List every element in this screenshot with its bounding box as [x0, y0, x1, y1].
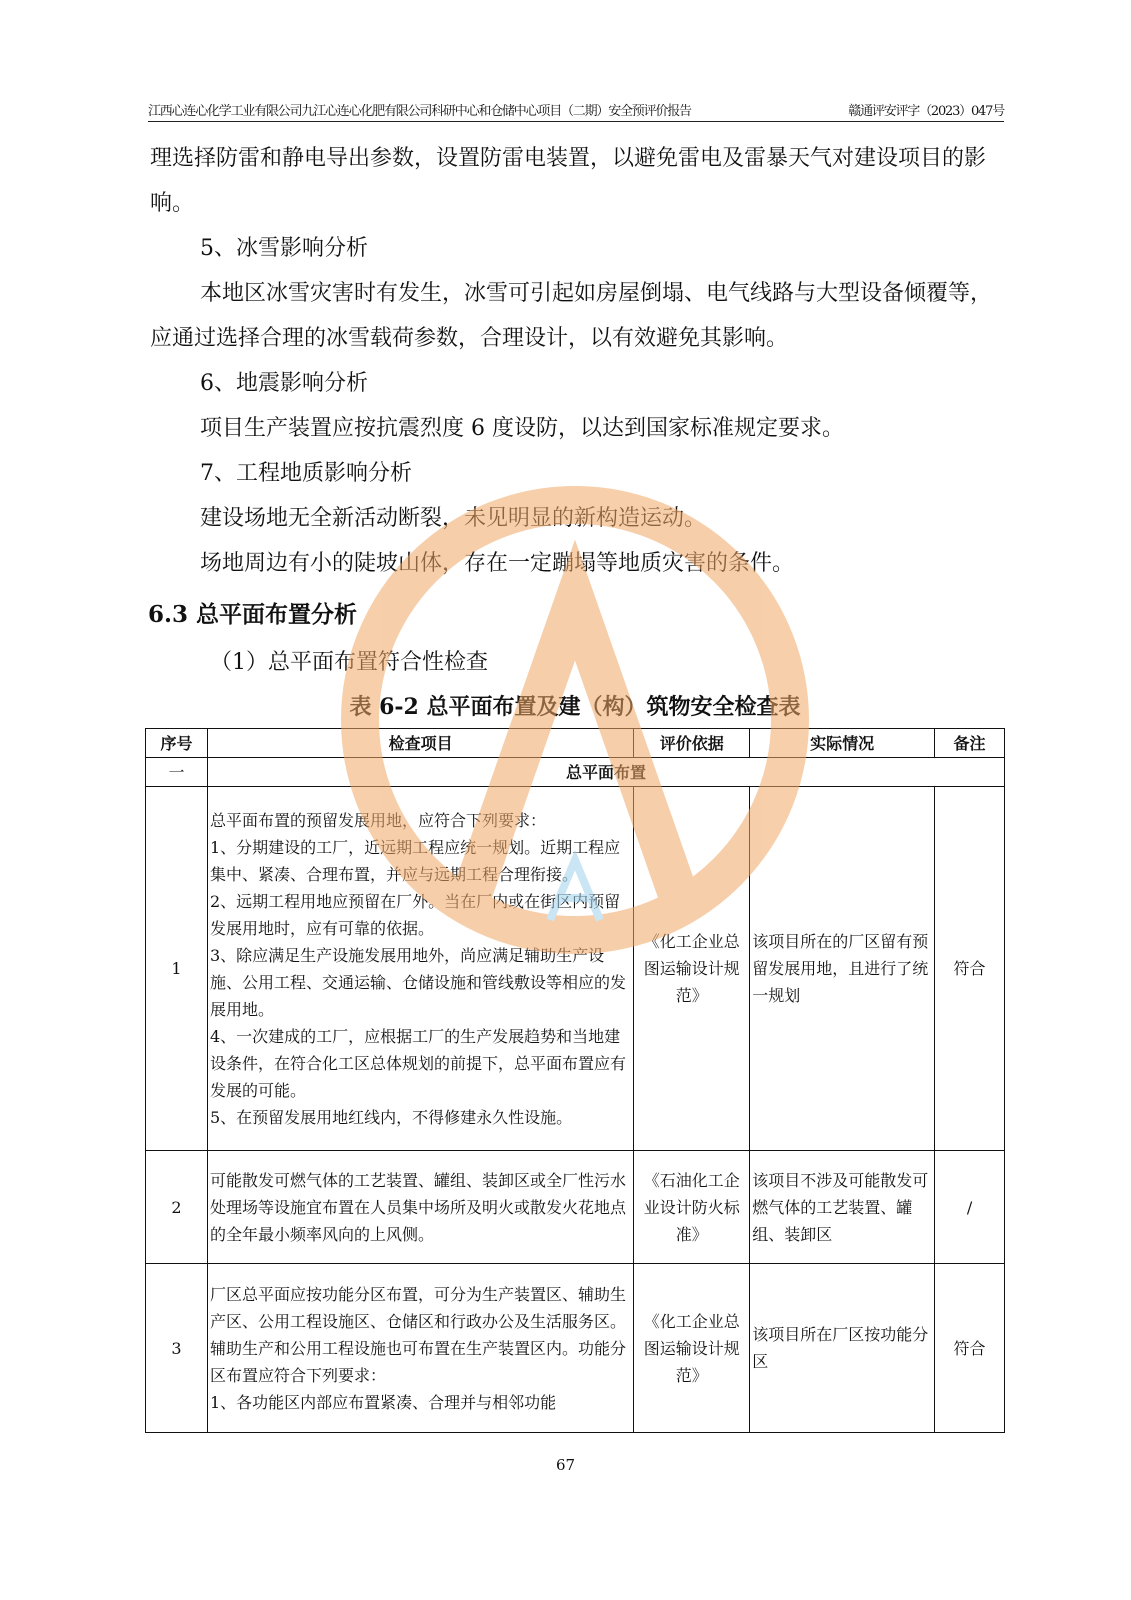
row-item: [207, 787, 633, 1151]
col-header-item: 检查项目: [207, 729, 633, 758]
col-header-basis: 评价依据: [634, 729, 750, 758]
item-line: 3、除应满足生产设施发展用地外，尚应满足辅助生产设施、公用工程、交通运输、仓储设施和管线敷设等相应的发展用地。: [209, 945, 626, 1019]
table-section-row: [146, 758, 1005, 787]
safety-check-table: [145, 728, 1005, 1433]
item-line: 4、一次建成的工厂，应根据工厂的生产发展趋势和当地建设条件，在符合化工区总体规划的前提下，总平面布置应有发展的可能。: [209, 1026, 626, 1100]
row-item: [207, 1151, 633, 1264]
item-line: 1、分期建设的工厂，近远期工程应统一规划。近期工程应集中、紧凑、合理布置，并应与远期工程合理衔接。: [209, 837, 621, 884]
row-basis: 《化工企业总图运输设计规范》: [634, 787, 750, 1151]
row-remark: 符合: [935, 787, 1005, 1151]
body-text: [150, 136, 1010, 586]
item-line: 厂区总平面应按功能分区布置，可分为生产装置区、辅助生产区、公用工程设施区、仓储区和行政办公及生活服务区。辅助生产和公用工程设施也可布置在生产装置区内。功能分区布置应符合下列要求：: [209, 1284, 626, 1385]
table-header-row: [146, 729, 1005, 758]
table-row: [146, 787, 1005, 1151]
subsection-title: 5、冰雪影响分析: [200, 236, 368, 261]
paragraph: 本地区冰雪灾害时有发生，冰雪可引起如房屋倒塌、电气线路与大型设备倾覆等，应通过选择合理的冰雪载荷参数，合理设计，以有效避免其影响。: [150, 281, 993, 351]
running-header: [148, 100, 1004, 122]
subsection-title: 6、地震影响分析: [200, 371, 368, 396]
row-basis: 《化工企业总图运输设计规范》: [634, 1264, 750, 1433]
item-line: 总平面布置的预留发展用地，应符合下列要求：: [209, 810, 546, 830]
row-remark: /: [935, 1151, 1005, 1264]
col-header-actual: 实际情况: [750, 729, 935, 758]
header-doc-number: 赣通评安评字（2023）047号: [848, 104, 1004, 119]
section-title: 总平面布置: [207, 758, 1004, 787]
row-actual: 该项目所在的厂区留有预留发展用地，且进行了统一规划: [750, 787, 935, 1151]
item-line: 1、各功能区内部应布置紧凑、合理并与相邻功能: [209, 1392, 557, 1412]
col-header-remark: 备注: [935, 729, 1005, 758]
subheading: （1）总平面布置符合性检查: [210, 650, 488, 675]
row-no: 1: [146, 787, 208, 1151]
row-no: 2: [146, 1151, 208, 1264]
row-basis: 《石油化工企业设计防火标准》: [634, 1151, 750, 1264]
row-actual: 该项目所在厂区按功能分区: [750, 1264, 935, 1433]
row-item: [207, 1264, 633, 1433]
section-heading: 6.3 总平面布置分析: [148, 601, 358, 628]
paragraph: 场地周边有小的陡坡山体，存在一定蹦塌等地质灾害的条件。: [200, 551, 795, 576]
page-number: 67: [555, 1456, 576, 1474]
item-line: 2、远期工程用地应预留在厂外。当在厂内或在街区内预留发展用地时，应有可靠的依据。: [209, 891, 621, 938]
header-title: 江西心连心化学工业有限公司九江心连心化肥有限公司科研中心和仓储中心项目（二期）安全预评价报告: [148, 104, 691, 119]
paragraph: 项目生产装置应按抗震烈度 6 度设防，以达到国家标准规定要求。: [200, 416, 844, 441]
subsection-title: 7、工程地质影响分析: [200, 461, 412, 486]
section-no: 一: [146, 758, 208, 787]
row-no: 3: [146, 1264, 208, 1433]
row-actual: 该项目不涉及可能散发可燃气体的工艺装置、罐组、装卸区: [750, 1151, 935, 1264]
table-row: [146, 1264, 1005, 1433]
item-line: 可能散发可燃气体的工艺装置、罐组、装卸区或全厂性污水处理场等设施宜布置在人员集中场所及明火或散发火花地点的全年最小频率风向的上风侧。: [209, 1170, 626, 1244]
col-header-no: 序号: [146, 729, 208, 758]
paragraph: 建设场地无全新活动断裂，未见明显的新构造运动。: [200, 506, 707, 531]
table-caption: 表 6-2 总平面布置及建（构）筑物安全检查表: [349, 694, 801, 720]
item-line: 5、在预留发展用地红线内，不得修建永久性设施。: [209, 1107, 573, 1127]
table-row: [146, 1151, 1005, 1264]
paragraph: 理选择防雷和静电导出参数，设置防雷电装置，以避免雷电及雷暴天气对建设项目的影响。: [150, 146, 987, 216]
row-remark: 符合: [935, 1264, 1005, 1433]
